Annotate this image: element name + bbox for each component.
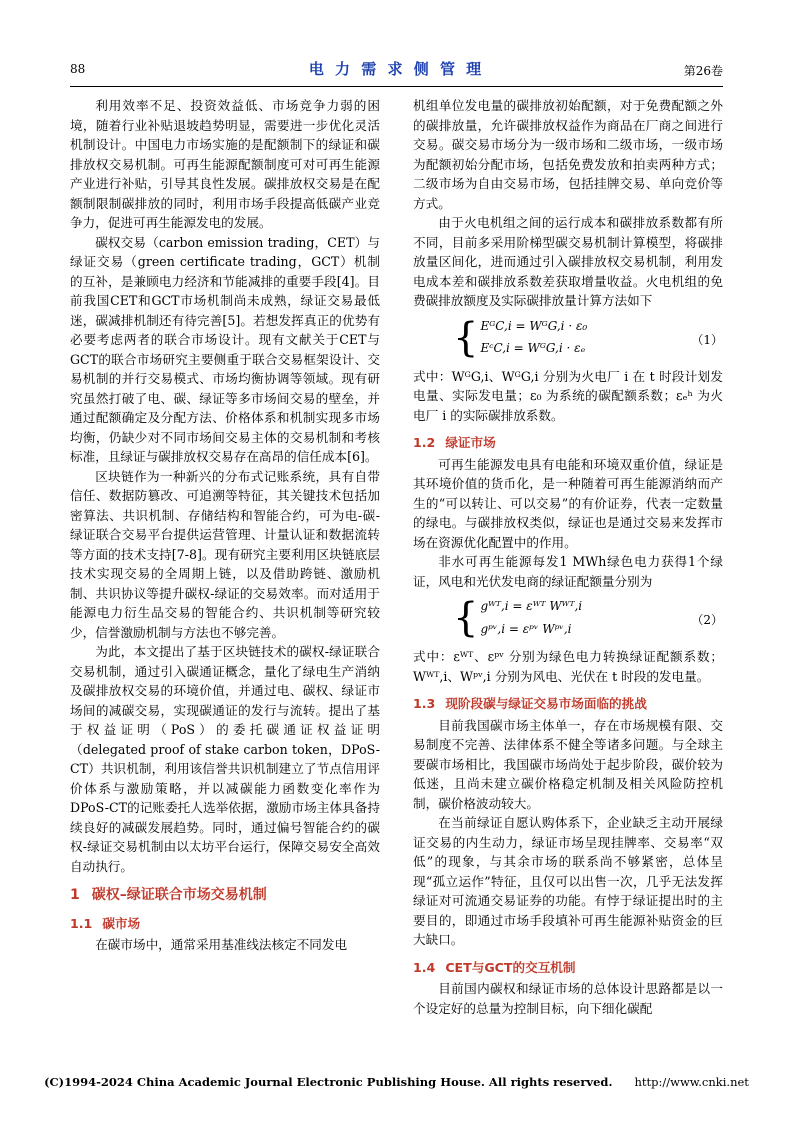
paragraph: 目前国内碳权和绿证市场的总体设计思路都是以一个设定好的总量为控制目标，向下细化碳配 xyxy=(413,981,723,1016)
equation-2 xyxy=(413,597,723,643)
paragraph: 在当前绿证自愿认购体系下，企业缺乏主动开展绿证交易的内生动力，绿证市场呈现挂牌率、交易率“双低”的现象，与其余市场的联系尚不够紧密，总体呈现“孤立运作”特征，且仅可以出售一次，几乎无法发挥绿证对可流通交易证券的功能。有悖于绿证提出时的主要目的，即通过市场手段填补可再生能源补贴资金的巨大缺口。 xyxy=(413,815,723,947)
equation-2-nomenclature: 式中：εᵂᵀ、εᵖᵛ 分别为绿色电力转换绿证配额系数；Wᵂᵀ,i、Wᵖᵛ,i 分别为风电、光伏在 t 时段的发电量。 xyxy=(413,649,723,684)
left-column xyxy=(70,96,380,955)
subsection-number: 1.1 xyxy=(70,915,93,931)
paragraph: 为此，本文提出了基于区块链技术的碳权-绿证联合交易机制，通过引入碳通证概念，量化了绿电生产消纳及碳排放权交易的环境价值，并通过电、碳权、绿证市场间的减碳交易，实现碳通证的发行与流转。提出了基于权益证明（PoS）的委托碳通证权益证明（delegated proof of stake carbon token，DPoS-CT）共识机制，利用该信誉共识机制建立了节点信用评价体系与激励策略，并以减碳能力函数变化率作为DPoS-CT的记账委托人选举依据，激励市场主体具备持续良好的减碳发展趋势。同时，通过偏号智能合约的碳权-绿证交易机制由以太坊平台运行，保障交易安全高效自动执行。 xyxy=(70,644,380,874)
subsection-title: 碳市场 xyxy=(102,915,141,931)
section-heading-1-4 xyxy=(413,958,723,978)
section-heading-1-1 xyxy=(70,914,380,934)
section-heading-1-3 xyxy=(413,694,723,714)
volume-label: 第26卷 xyxy=(683,64,723,78)
equation-2-line-1: gᵂᵀ,i = εᵂᵀ Wᵂᵀ,i xyxy=(480,599,583,613)
header-divider xyxy=(70,86,723,87)
page-number: 88 xyxy=(70,62,86,76)
subsection-title: 现阶段碳与绿证交易市场面临的挑战 xyxy=(445,696,647,711)
paragraph: 区块链作为一种新兴的分布式记账系统，具有自带信任、数据防篡改、可追溯等特征，其关键技术包括加密算法、共识机制、存储结构和智能合约，可为电-碳-绿证联合交易平台提供运营管理、计量认证和数据流转等方面的技术支持[7-8]。现有研究主要利用区块链底层技术实现交易的全周期上链，以及借助跨链、激励机制、共识协议等提升碳权-绿证的交易效率。而对适用于能源电力衍生品交易的智能合约、共识机制等研究较少，信誉激励机制与方法也不够完善。 xyxy=(70,468,380,640)
equation-1-nomenclature: 式中：WᴳG,i、WᴳG,i 分别为火电厂 i 在 t 时段计划发电量、实际发电量；ε₀ 为系统的碳配额系数；εₑʰ 为火电厂 i 的实际碳排放系数。 xyxy=(413,368,723,423)
section-title: 碳权–绿证联合市场交易机制 xyxy=(91,887,267,903)
right-column xyxy=(413,96,723,1018)
paragraph: 目前我国碳市场主体单一，存在市场规模有限、交易制度不完善、法律体系不健全等诸多问题。与全球主要碳市场相比，我国碳市场尚处于起步阶段，碳价较为低迷，且尚未建立碳价格稳定机制及相关风险防控机制，碳价格波动较大。 xyxy=(413,717,723,811)
paragraph: 碳权交易（carbon emission trading，CET）与绿证交易（green certificate trading，GCT）机制的互补，是兼顾电力经济和节能减排的重要手段[4]。目前我国CET和GCT市场机制尚未成熟，绿证交易最低迷，碳减排机制还有待完善[5]。若想发挥真正的优势有必要考虑两者的联合市场设计。现有文献关于CET与GCT的联合市场研究主要侧重于联合交易框架设计、交易机制的并行交易模式、市场均衡协调等领域。现有研究虽然打破了电、碳、绿证等多市场间交易的壁垒，并通过配额确定及分配方法、价格体系和机制实现多市场均衡，仍缺少对不同市场间交易主体的交易机制和考核标准，且绿证与碳排放权交易存在高昂的信任成本[6]。 xyxy=(70,234,380,464)
equation-1 xyxy=(413,314,723,363)
paragraph: 在碳市场中，通常采用基准线法核定不同发电 xyxy=(95,937,348,952)
journal-title: 电 力 需 求 侧 管 理 xyxy=(308,60,485,78)
equation-2-line-2: gᵖᵛ,i = εᵖᵛ Wᵖᵛ,i xyxy=(480,621,572,636)
paragraph: 非水可再生能源每发1 MWh绿色电力获得1个绿证，风电和光伏发电商的绿证配额量分别为 xyxy=(413,554,723,589)
subsection-number: 1.4 xyxy=(413,959,436,975)
subsection-number: 1.2 xyxy=(413,435,436,450)
paragraph: 机组单位发电量的碳排放初始配额，对于免费配额之外的碳排放量，允许碳排放权益作为商品在厂商之间进行交易。碳交易市场分为一级市场和二级市场，一级市场为配额初始分配市场，包括免费发放和拍卖两种方式；二级市场为自由交易市场，包括挂牌交易、单向竞价等方式。 xyxy=(413,98,723,211)
subsection-title: 绿证市场 xyxy=(445,435,496,450)
page-header xyxy=(70,58,723,88)
section-heading-1 xyxy=(70,886,380,906)
paragraph: 利用效率不足、投资效益低、市场竞争力弱的困境，随着行业补贴退坡趋势明显，需要进一步优化灵活机制设计。中国电力市场实施的是配额制下的绿证和碳排放权交易机制。可再生能源配额制度可对可再生能源产业进行补贴，引导其良性发展。碳排放权交易是在配额制限制碳排放的同时，利用市场手段提高低碳产业竞争力，促进可再生能源发电的发展。 xyxy=(70,98,380,230)
brace-glyph: { xyxy=(453,314,479,361)
equation-1-number: （1） xyxy=(691,332,723,347)
equation-1-body xyxy=(453,314,588,361)
equation-2-body xyxy=(453,597,582,639)
section-number: 1 xyxy=(70,887,80,903)
equation-1-line-2: EᶜC,i = WᴳG,i · εₑ xyxy=(480,341,586,355)
page-footer xyxy=(0,1075,793,1089)
paragraph: 由于火电机组之间的运行成本和碳排放系数都有所不同，目前多采用阶梯型碳交易机制计算模型，将碳排放量区间化，进而通过引入碳排放权交易机制，利用发电成本差和碳排放系数差获取增量收益。火电机组的免费碳排放额度及实际碳排放量计算方法如下 xyxy=(413,215,723,308)
copyright-notice: (C)1994-2024 China Academic Journal Electronic Publishing House. All rights reserved. xyxy=(44,1075,613,1089)
footer-url: http://www.cnki.net xyxy=(634,1075,749,1089)
equation-1-line-1: EᴳC,i = WᴳG,i · ε₀ xyxy=(480,318,588,333)
brace-glyph: { xyxy=(453,595,479,641)
paragraph: 可再生能源发电具有电能和环境双重价值，绿证是其环境价值的货币化，是一种随着可再生能源消纳而产生的“可以转让、可以交易”的有价证券，代表一定数量的绿电。与碳排放权类似，绿证也是通过交易来发挥市场在资源优化配置中的作用。 xyxy=(413,456,723,550)
equation-2-number: （2） xyxy=(691,613,723,627)
subsection-number: 1.3 xyxy=(413,696,436,711)
subsection-title: CET与GCT的交互机制 xyxy=(445,959,576,975)
section-heading-1-2 xyxy=(413,433,723,453)
